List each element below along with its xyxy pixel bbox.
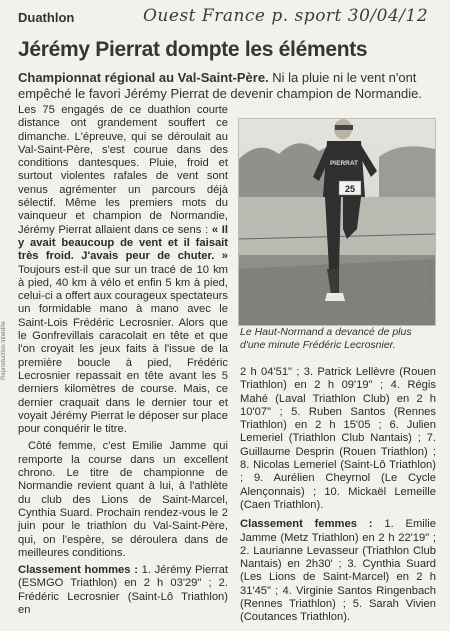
men-ranking-text: 1. Jérémy Pierrat (ESMGO Triathlon) en 2 h 03'29" ; 2. Frédéric Lecrosnier (Saint-Lô Triathlon) en (18, 564, 228, 616)
men-ranking-heading: Classement hommes : (18, 564, 138, 577)
section-rubric: Duathlon (18, 10, 75, 25)
jersey-name: PIERRAT (329, 160, 359, 167)
photo-caption: Le Haut-Normand a devancé de plus d'une minute Frédéric Lecrosnier. (240, 326, 412, 351)
bib-number: 25 (344, 184, 356, 194)
women-ranking (240, 518, 436, 624)
runner-photo-illustration (239, 119, 435, 325)
margin-note: Reproduction interdite (1, 321, 7, 380)
handwritten-source-note: Ouest France p. sport 30/04/12 (143, 6, 429, 26)
paragraph-race-report (18, 104, 228, 436)
newspaper-clipping (8, 4, 442, 624)
article-body-left-column (18, 104, 228, 621)
article-standfirst (18, 70, 438, 102)
women-ranking-text: 1. Emilie Jamme (Metz Triathlon) en 2 h 22'19" ; 2. Laurianne Levasseur (Triathlon Club Nantais) en 2h30' ; 3. Cynthia Suard (Les Lions de Saint-Marcel) en 2 h 31'45" ; 4. Virginie Santos Ringenbach (Rennes Triathlon) ; 5. Sarah Vivien (Coutances Triathlon). (240, 518, 436, 624)
paragraph-women-race: Côté femme, c'est Emilie Jamme qui remporte la course dans un excellent chrono. Le titre de championne de Normandie revient quant à lui, à l'athlète du club des Lions de Saint-Marcel, Cynthia Suard. Prochain rendez-vous le 2 juin pour le triathlon du Val-Saint-Père, qui, on l'espère, se déroulera dans de meilleures conditions. (18, 440, 228, 559)
paragraph-race-report-a: Les 75 engagés de ce duathlon courte distance ont grandement souffert ce dimanche. L'épreuve, qui se déroulait au Val-Saint-Père, s'est courue dans des conditions dantesques. Pluie, froid et surtout violentes rafales de vent sont venus agrémenter un parcours déjà sélectif. Même les premiers mots du vainqueur et champion de Normandie, Jérémy Pierrat allaient dans ce sens : (18, 104, 228, 236)
women-ranking-heading: Classement femmes : (240, 518, 373, 531)
standfirst-lead: Championnat régional au Val-Saint-Père. (18, 70, 269, 85)
winner-quote: « Il y avait beaucoup de vent et il faisait très froid. J'avais peur de chuter. » (18, 223, 229, 263)
men-ranking-continued: 2 h 04'51" ; 3. Patrick Lellèvre (Rouen Triathlon) en 2 h 09'19" ; 4. Régis Mahé (Laval Triathlon Club) en 2 h 10'07" ; 5. Ruben Santos (Rennes Triathlon) en 2 h 15'05 ; 6. Julien Lemeriel (Triathlon Club Nantais) ; 7. Guillaume Desprin (Rouen Triathlon) ; 8. Nicolas Lemeriel (Saint-Lô Triathlon) ; 9. Aurélien Cheyrnol (Le Cycle Alençonnais) ; 10. Mickaël Lemeille (Caen Triathlon). (240, 366, 436, 511)
photo-credit: Frédéric Hatte (421, 264, 428, 309)
article-title: Jérémy Pierrat dompte les éléments (18, 38, 368, 61)
paragraph-race-report-b: Toujours est-il que sur un tracé de 10 km à pied, 40 km à vélo et enfin 5 km à pied, celui-ci a offert aux courageux spectateurs un formidable mano à mano avec le Saint-Lois Frédéric Lecrosnier. Alors que le Gonfrevillais caracolait en tête et que l'on croyait les jeux faits à l'issue de la première boucle à pied, Frédéric Lecrosnier repassait en tête avant les 5 derniers kilomètres de course. Mais, ce dernier craquait dans le dernier tour et voyait Jérémy Pierrat le déposer sur place pour conquérir le titre. (18, 263, 228, 436)
runner-photo (238, 118, 436, 326)
men-ranking-start (18, 564, 228, 617)
standfirst-text: Ni la pluie ni le vent n'ont empêché le favori Jérémy Pierrat de devenir champion de Normandie. (18, 70, 422, 101)
article-body-right-column (240, 366, 436, 631)
